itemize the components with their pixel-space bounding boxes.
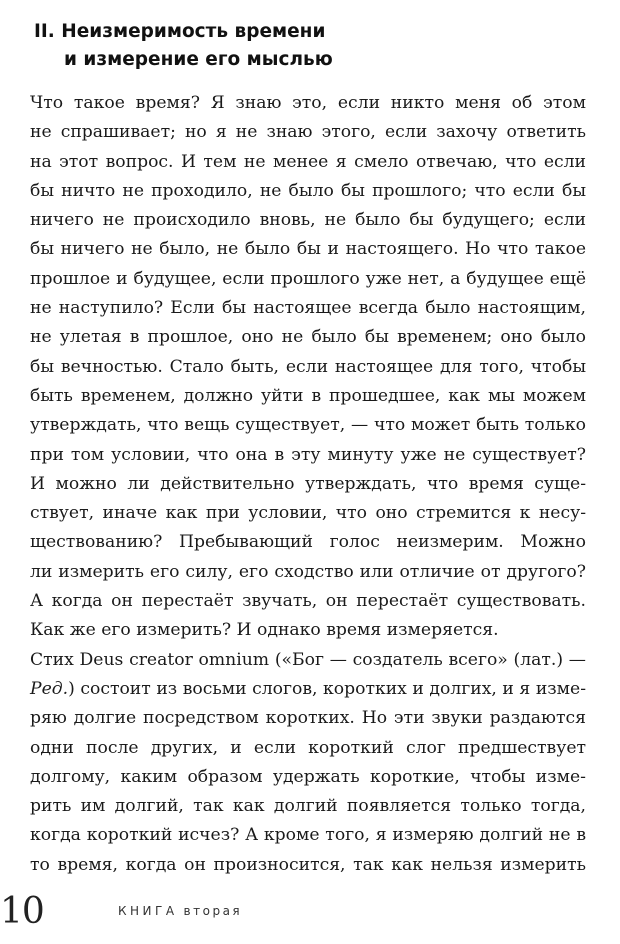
text-line: рить им долгий, так как долгий появляется только тогда, [30, 796, 586, 817]
text-line: ряю долгие посредством коротких. Но эти звуки раздаются [30, 708, 586, 729]
text-line: ствует, иначе как при условии, что оно стремится к несу- [30, 503, 586, 524]
text-line: Стих Deus creator omnium («Бог — создатель всего» (лат.) — [30, 649, 586, 670]
text-line: когда короткий исчез? А кроме того, я измеряю долгий не в [30, 825, 586, 846]
text-line: не улетая в прошлое, оно не было бы временем; оно было [30, 327, 586, 348]
text-line: И можно ли действительно утверждать, что время суще- [30, 473, 586, 494]
chapter-heading-line-2: и измерение его мыслью [64, 49, 333, 70]
running-head-part: вторая [183, 904, 243, 918]
text-line: прошлое и будущее, если прошлого уже нет, а будущее ещё [30, 268, 586, 289]
text-line: то время, когда он произносится, так как нельзя измерить [30, 854, 586, 875]
chapter-heading-line-1: II. Неизмеримость времени [34, 21, 326, 42]
paragraph-2 [30, 646, 586, 880]
text-line: ли измерить его силу, его сходство или отличие от другого? [30, 561, 586, 582]
text-line: ничего не происходило вновь, не было бы будущего; если [30, 210, 586, 231]
text-line: ществованию? Пребывающий голос неизмерим. Можно [30, 532, 586, 553]
text-line: быть временем, должно уйти в прошедшее, как мы можем [30, 385, 586, 406]
text-line: бы ничто не проходило, не было бы прошлого; что если бы [30, 180, 586, 201]
text-line: Что такое время? Я знаю это, если никто меня об этом [30, 93, 586, 113]
text-line: А когда он перестаёт звучать, он перестаёт существовать. [30, 591, 586, 612]
paragraph-1 [30, 89, 586, 646]
text-line: одни после других, и если короткий слог предшествует [30, 737, 586, 758]
text-line: на этот вопрос. И тем не менее я смело отвечаю, что если [30, 151, 586, 172]
page-footer [0, 892, 620, 932]
page-number: 10 [0, 891, 44, 932]
editor-note-abbr: Ред. [30, 678, 69, 699]
text-line: бы вечностью. Стало быть, если настоящее для того, чтобы [30, 356, 586, 377]
text-line-rest: ) состоит из восьми слогов, коротких и долгих, и я изме- [68, 678, 586, 699]
text-line: долгому, каким образом удержать короткие, чтобы изме- [30, 766, 586, 787]
text-line: не наступило? Если бы настоящее всегда было настоящим, [30, 298, 586, 319]
text-line: Как же его измерить? И однако время измеряется. [30, 620, 499, 641]
text-line: не спрашивает; но я не знаю этого, если захочу ответить [30, 122, 586, 143]
text-line: утверждать, что вещь существует, — что может быть только [30, 415, 586, 436]
running-head [118, 904, 242, 918]
text-line: при том условии, что она в эту минуту уже не существует? [30, 444, 586, 465]
body-text [30, 89, 586, 880]
text-line: бы ничего не было, не было бы и настоящего. Но что такое [30, 239, 586, 260]
chapter-heading [34, 18, 594, 74]
running-head-book: КНИГА [118, 904, 178, 918]
text-line [30, 675, 586, 704]
